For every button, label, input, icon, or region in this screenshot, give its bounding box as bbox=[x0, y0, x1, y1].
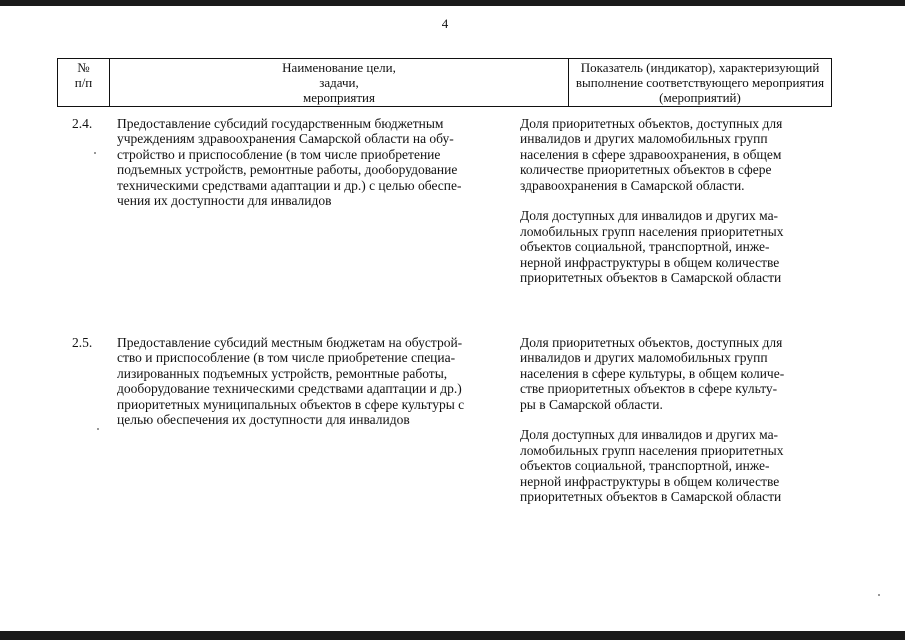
text-line: ломобильных групп населения приоритетных bbox=[520, 223, 784, 239]
header-line: п/п bbox=[74, 75, 93, 90]
row-indicators bbox=[520, 116, 824, 301]
text-line: ство и приспособление (в том числе приобретение специа- bbox=[117, 350, 456, 366]
header-line: Наименование цели, bbox=[282, 60, 396, 75]
text-line: нерной инфраструктуры в общем количестве bbox=[520, 473, 780, 489]
header-line: № bbox=[77, 60, 90, 75]
text-line: Предоставление субсидий местным бюджетам на обустрой- bbox=[117, 335, 463, 350]
text-line: Доля доступных для инвалидов и других ма- bbox=[520, 208, 779, 224]
row-description bbox=[117, 335, 509, 427]
indicator-paragraph bbox=[520, 335, 824, 412]
indicator-paragraph bbox=[520, 208, 824, 285]
text-line: чения их доступности для инвалидов bbox=[117, 193, 332, 209]
text-line: Доля приоритетных объектов, доступных для bbox=[520, 116, 783, 131]
indicator-paragraph bbox=[520, 116, 824, 193]
text-line: инвалидов и других маломобильных групп bbox=[520, 131, 768, 147]
text-line: ломобильных групп населения приоритетных bbox=[520, 442, 784, 458]
text-line: Предоставление субсидий государственным бюджетным bbox=[117, 116, 444, 131]
header-line: (мероприятий) bbox=[659, 90, 741, 105]
text-line: населения в сфере культуры, в общем количе- bbox=[520, 365, 785, 381]
text-line: лизированных подъемных устройств, ремонтные работы, bbox=[117, 365, 448, 381]
text-line: количестве приоритетных объектов в сфере bbox=[520, 162, 772, 178]
row-description bbox=[117, 116, 509, 208]
text-line: нерной инфраструктуры в общем количестве bbox=[520, 254, 780, 270]
text-line: стройство и приспособление (в том числе приобретение bbox=[117, 146, 441, 162]
header-line: выполнение соответствующего мероприятия bbox=[575, 75, 825, 90]
scan-speck bbox=[878, 594, 880, 596]
text-line: подъемных устройств, ремонтные работы, дооборудование bbox=[117, 162, 458, 178]
scan-speck bbox=[94, 152, 96, 154]
header-number-column bbox=[58, 59, 110, 106]
page-number: 4 bbox=[441, 16, 449, 31]
row-number: 2.4. bbox=[72, 116, 93, 131]
text-line: объектов социальной, транспортной, инже- bbox=[520, 239, 770, 255]
text-line: учреждениям здравоохранения Самарской области на обу- bbox=[117, 131, 454, 147]
text-line: приоритетных муниципальных объектов в сфере культуры с bbox=[117, 396, 465, 412]
text-line: приоритетных объектов в Самарской области bbox=[520, 270, 782, 286]
scan-bottom-border bbox=[0, 631, 905, 640]
text-line: здравоохранения в Самарской области. bbox=[520, 177, 745, 193]
header-line: мероприятия bbox=[302, 90, 375, 105]
header-indicator-column bbox=[569, 59, 831, 106]
header-line: задачи, bbox=[319, 75, 359, 90]
text-line: стве приоритетных объектов в сфере культу- bbox=[520, 381, 778, 397]
text-line: инвалидов и других маломобильных групп bbox=[520, 350, 768, 366]
scan-speck bbox=[97, 428, 99, 430]
text-line: Доля приоритетных объектов, доступных для bbox=[520, 335, 783, 350]
text-line: объектов социальной, транспортной, инже- bbox=[520, 458, 770, 474]
text-line: техническими средствами адаптации и др.) с целью обеспе- bbox=[117, 177, 462, 193]
header-line: Показатель (индикатор), характеризующий bbox=[580, 60, 820, 75]
row-number: 2.5. bbox=[72, 335, 93, 350]
text-line: целью обеспечения их доступности для инвалидов bbox=[117, 412, 410, 428]
indicator-paragraph bbox=[520, 427, 824, 504]
text-line: ры в Самарской области. bbox=[520, 396, 663, 412]
text-line: приоритетных объектов в Самарской области bbox=[520, 489, 782, 505]
text-line: населения в сфере здравоохранения, в общем bbox=[520, 146, 782, 162]
row-indicators bbox=[520, 335, 824, 520]
header-name-column bbox=[110, 59, 569, 106]
text-line: дооборудование техническими средствами адаптации и др.) bbox=[117, 381, 462, 397]
scan-top-border bbox=[0, 0, 905, 6]
table-header bbox=[57, 58, 832, 107]
text-line: Доля доступных для инвалидов и других ма- bbox=[520, 427, 779, 443]
